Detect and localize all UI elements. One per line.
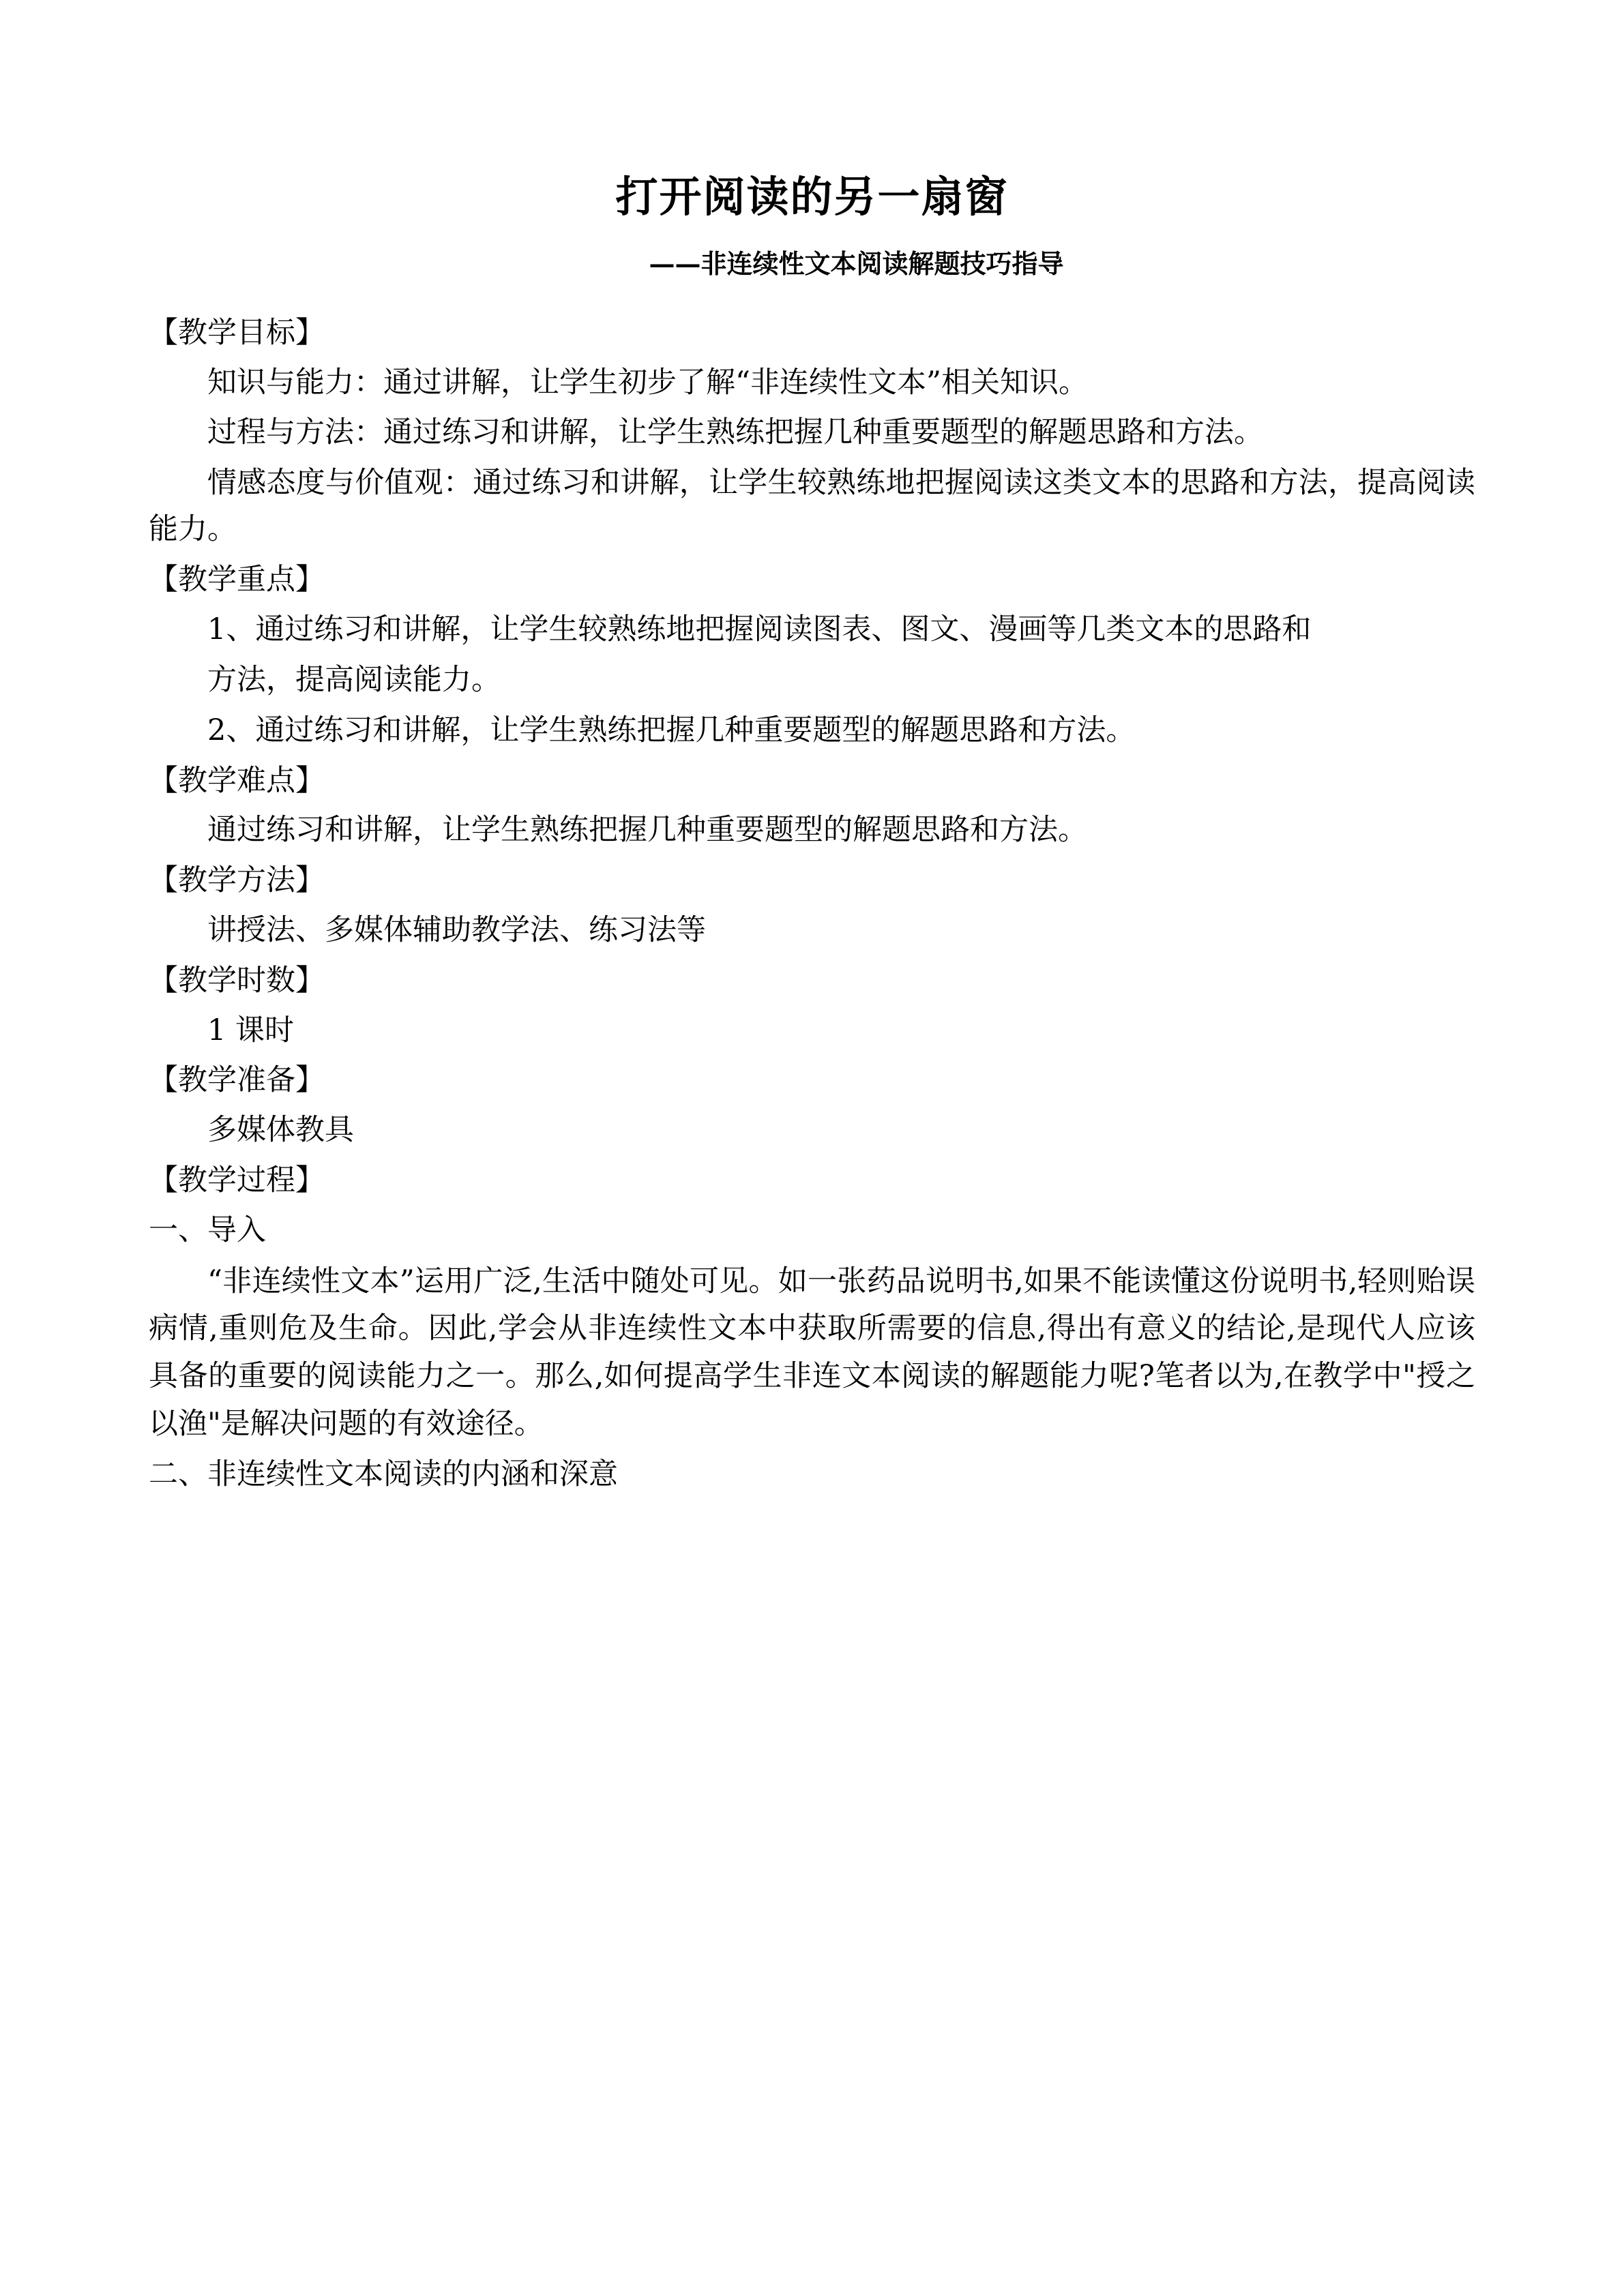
section-heading: 【教学目标】 bbox=[149, 315, 325, 350]
section-heading: 【教学方法】 bbox=[149, 863, 325, 898]
paragraph: 知识与能力：通过讲解，让学生初步了解“非连续性文本”相关知识。 bbox=[207, 365, 1088, 400]
section-teaching-key-points bbox=[149, 557, 1475, 754]
section-heading: 【教学重点】 bbox=[149, 563, 325, 597]
section-teaching-process bbox=[149, 1158, 1475, 1498]
paragraph: 讲授法、多媒体辅助教学法、练习法等 bbox=[207, 912, 706, 947]
paragraph: 多媒体教具 bbox=[207, 1113, 354, 1148]
section-teaching-objectives bbox=[149, 310, 1475, 553]
section-teaching-difficulties bbox=[149, 758, 1475, 854]
section-heading: 【教学准备】 bbox=[149, 1063, 325, 1098]
paragraph: 情感态度与价值观：通过练习和讲解，让学生较熟练地把握阅读这类文本的思路和方法，提高阅读能力。 bbox=[149, 466, 1475, 547]
subsection-heading-one: 一、导入 bbox=[149, 1212, 266, 1247]
paragraph: 1、通过练习和讲解，让学生较熟练地把握阅读图表、图文、漫画等几类文本的思路和 bbox=[207, 612, 1312, 646]
subsection-heading-two: 二、非连续性文本阅读的内涵和深意 bbox=[149, 1457, 618, 1492]
paragraph: 通过练习和讲解，让学生熟练把握几种重要题型的解题思路和方法。 bbox=[207, 813, 1087, 848]
section-teaching-methods bbox=[149, 858, 1475, 954]
section-heading: 【教学时数】 bbox=[149, 963, 325, 998]
paragraph: 方法，提高阅读能力。 bbox=[207, 662, 501, 697]
paragraph: 1 课时 bbox=[207, 1013, 295, 1047]
paragraph: 2、通过练习和讲解，让学生熟练把握几种重要题型的解题思路和方法。 bbox=[207, 713, 1136, 747]
intro-paragraph: “非连续性文本”运用广泛‚生活中随处可见。如一张药品说明书‚如果不能读懂这份说明书‚轻则贻误病情‚重则危及生命。因此‚学会从非连续性文本中获取所需要的信息‚得出有意义的结论‚是现代人应该具备的重要的阅读能力之一。那么‚如何提高学生非连文本阅读的解题能力呢?笔者以为‚在教学中"授之以渔"是解决问题的有效途径。 bbox=[149, 1264, 1475, 1441]
page-subtitle: ——非连续性文本阅读解题技巧指导 bbox=[649, 248, 1064, 279]
page-title: 打开阅读的另一扇窗 bbox=[615, 172, 1009, 222]
paragraph: 过程与方法：通过练习和讲解，让学生熟练把握几种重要题型的解题思路和方法。 bbox=[207, 415, 1263, 450]
section-heading: 【教学难点】 bbox=[149, 763, 325, 798]
section-teaching-hours bbox=[149, 958, 1475, 1054]
section-teaching-preparation bbox=[149, 1058, 1475, 1154]
section-heading: 【教学过程】 bbox=[149, 1163, 325, 1198]
